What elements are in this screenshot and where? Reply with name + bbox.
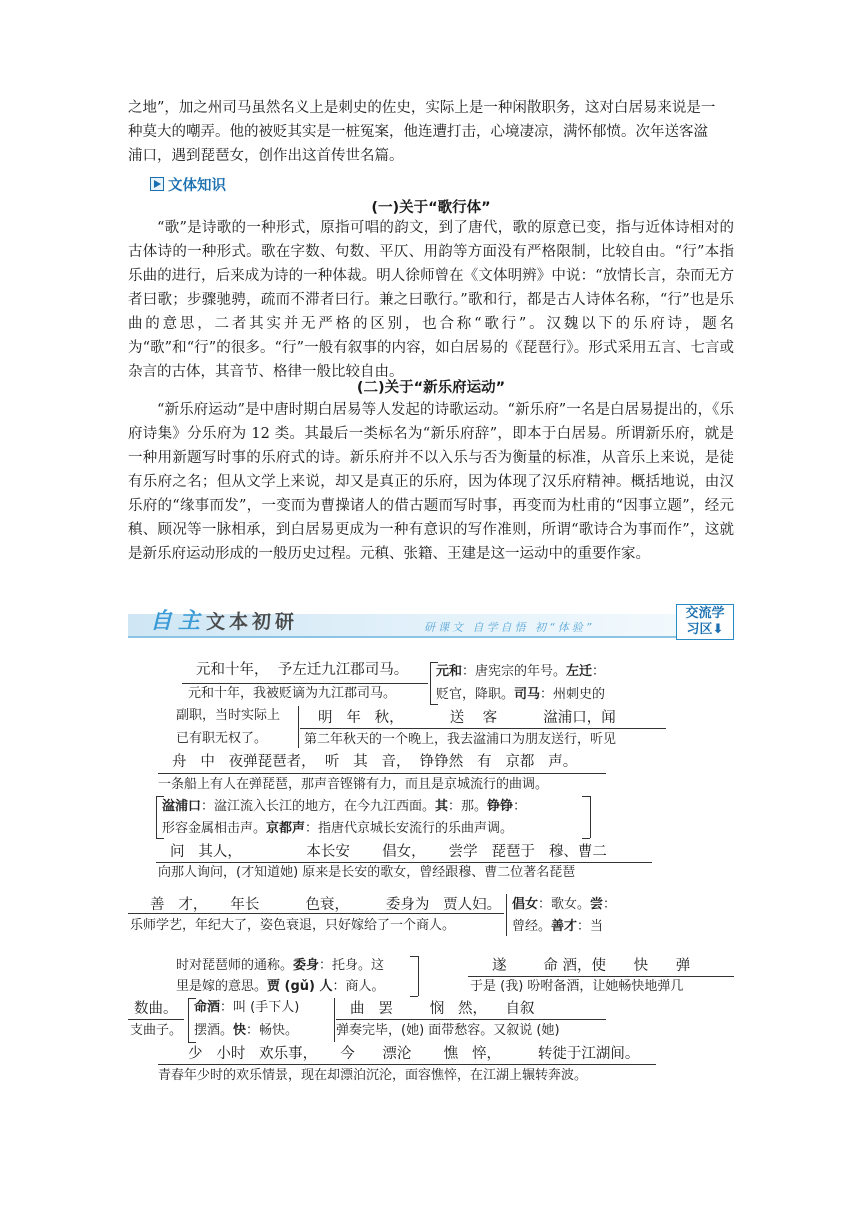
note-bracket — [156, 796, 157, 838]
note-line: 曾经。善才：当 — [512, 919, 604, 934]
note-line: 副职，当时实际上 — [176, 708, 281, 723]
note-line: 贬官，降职。司马：州刺史的 — [436, 687, 606, 702]
note-bracket-cap — [188, 1042, 196, 1043]
translation-line: 支曲子。 — [130, 1023, 183, 1038]
original-line: 少 小时 欢乐事， 今 漂沦 憔 悴， 转徙于江湖间。 — [188, 1046, 640, 1062]
banner-title-rest: 文本初研 — [206, 611, 299, 633]
intro-paragraph — [128, 96, 734, 168]
intro-line: 之地”，加之州司马虽然名义上是刺史的佐史，实际上是一种闲散职务，这对白居易来说是一 — [128, 100, 716, 116]
underline — [158, 1064, 656, 1065]
genre-part1-text: “歌”是诗歌的一种形式，原指可唱的韵文，到了唐代，歌的原意已变，指与近体诗相对的古体诗的一种形式。歌在字数、句数、平仄、用韵等方面没有严格限制，比较自由。“行”本指乐曲的进行，后来成为诗的一种体裁。明人徐师曾在《文体明辨》中说：“放情长言，杂而无方者曰歌；步骤驰骋，疏而不滞者曰行。兼之曰歌行。”歌和行，都是古人诗体名称，“行”也是乐曲的意思，二者其实并无严格的区别，也合称“歌行”。汉魏以下的乐府诗，题名为“歌”和“行”的很多。“行”一般有叙事的内容，如白居易的《琵琶行》。形式采用五言、七言或杂言的古体，其音节、格律一般比较自由。 — [128, 220, 734, 380]
genre-part1-title: (一)关于“歌行体” — [371, 200, 491, 216]
translation-line: 乐师学艺，年纪大了，姿色衰退，只好嫁给了一个商人。 — [130, 918, 456, 933]
translation-line: 于是 (我) 吩咐备酒，让她畅快地弹几 — [470, 979, 684, 994]
exchange-area-button[interactable] — [676, 604, 734, 640]
underline — [128, 1019, 184, 1020]
note-line: 形容金属相击声。京都声：指唐代京城长安流行的乐曲声调。 — [162, 821, 514, 836]
genre-knowledge-label — [150, 174, 226, 194]
note-bracket-cap — [430, 704, 438, 705]
note-bracket — [590, 796, 591, 838]
exchange-line-2: 习区⬇ — [686, 622, 724, 637]
underline — [156, 862, 652, 863]
note-bracket-cap — [582, 838, 590, 839]
note-bracket-cap — [156, 838, 164, 839]
note-bracket-cap — [410, 996, 418, 997]
note-bracket-cap — [156, 796, 164, 797]
banner-title — [150, 604, 298, 635]
underline — [158, 773, 606, 774]
genre-part1-body — [128, 216, 734, 384]
note-bracket — [430, 662, 431, 704]
note-bracket — [298, 706, 299, 748]
note-bracket — [188, 998, 189, 1042]
section-banner — [128, 604, 734, 638]
translation-line: 弹奏完毕，(她) 面带愁容。又叙说 (她) — [336, 1023, 560, 1038]
original-line: 舟 中 夜弹琵琶者， 听 其 音， 铮铮然 有 京都 声。 — [172, 754, 578, 770]
underline — [300, 728, 666, 729]
note-bracket-cap — [410, 956, 418, 957]
genre-part2-title: (二)关于“新乐府运动” — [356, 380, 506, 396]
note-line: 湓浦口：湓江流入长江的地方，在今九江西面。其：那。铮铮： — [162, 799, 527, 814]
banner-slogan: 研课文 自学自悟 初“体验” — [424, 621, 595, 634]
note-line: 元和：唐宪宗的年号。左迁： — [436, 664, 606, 679]
underline — [182, 683, 428, 684]
note-bracket — [418, 956, 419, 996]
translation-line: 第二年秋天的一个晚上，我去湓浦口为朋友送行，听见 — [304, 732, 617, 747]
play-icon — [150, 177, 164, 191]
translation-line: 青春年少时的欢乐情景，现在却漂泊沉沦，面容憔悴，在江湖上辗转奔波。 — [158, 1068, 588, 1083]
original-line: 数曲。 — [134, 1001, 178, 1017]
underline — [128, 913, 504, 914]
note-line: 已有职无权了。 — [176, 731, 268, 746]
note-line: 时对琵琶师的通称。委身：托身。这 — [176, 958, 385, 973]
original-line: 善 才， 年长 色衰， 委身为 贾人妇。 — [150, 897, 502, 913]
translation-line: 一条船上有人在弹琵琶，那声音铿锵有力，而且是京城流行的曲调。 — [158, 777, 549, 792]
translation-line: 向那人询问，(才知道她) 原来是长安的歌女，曾经跟穆、曹二位著名琵琶 — [158, 865, 576, 880]
translation-line: 元和十年，我被贬谪为九江郡司马。 — [188, 686, 397, 701]
note-line: 里是嫁的意思。贾 (gǔ) 人：商人。 — [176, 979, 385, 994]
note-bracket-cap — [582, 796, 590, 797]
original-line: 曲 罢 悯 然， 自叙 — [350, 1001, 535, 1017]
intro-line: 种莫大的嘲弄。他的被贬其实是一桩冤案，他连遭打击，心境凄凉，满怀郁愤。次年送客湓 — [128, 124, 708, 140]
exchange-line-1: 交流学 — [685, 606, 725, 621]
note-bracket — [506, 894, 507, 936]
note-line: 摆酒。快：畅快。 — [194, 1023, 299, 1038]
genre-knowledge-text: 文体知识 — [168, 177, 226, 194]
banner-title-main: 自主 — [150, 608, 207, 634]
note-line: 命酒：叫 (手下人) — [194, 1000, 300, 1015]
underline — [336, 1019, 606, 1020]
original-line: 明 年 秋， 送 客 湓浦口，闻 — [318, 710, 616, 726]
underline — [468, 976, 734, 977]
original-line: 元和十年， 予左迁九江郡司马。 — [196, 662, 409, 678]
genre-part2-body — [128, 398, 734, 566]
genre-part2-text: “新乐府运动”是中唐时期白居易等人发起的诗歌运动。“新乐府”一名是白居易提出的，《乐府诗集》分乐府为 12 类。其最后一类标名为“新乐府辞”，即本于白居易。所谓新乐府，就是一种用新题写时事的乐府式的诗。新乐府并不以入乐与否为衡量的标准，从音乐上来说，是徒有乐府之名；但从文学上来说，却又是真正的乐府，因为体现了汉乐府精神。概括地说，由汉乐府的“缘事而发”，一变而为曹操诸人的借古题而写时事，再变而为杜甫的“因事立题”，经元稹、顾况等一脉相承，到白居易更成为一种有意识的写作准则，所谓“歌诗合为事而作”，这就是新乐府运动形成的一般历史过程。元稹、张籍、王建是这一运动中的重要作家。 — [128, 402, 734, 562]
note-line: 倡女：歌女。尝： — [512, 897, 617, 912]
original-line: 遂 命 酒，使 快 弹 — [492, 958, 691, 974]
intro-line: 浦口，遇到琵琶女，创作出这首传世名篇。 — [128, 148, 404, 164]
original-line: 问 其人， 本长安 倡女， 尝学 琵琶于 穆、曹二 — [170, 844, 607, 860]
note-bracket — [334, 998, 335, 1042]
